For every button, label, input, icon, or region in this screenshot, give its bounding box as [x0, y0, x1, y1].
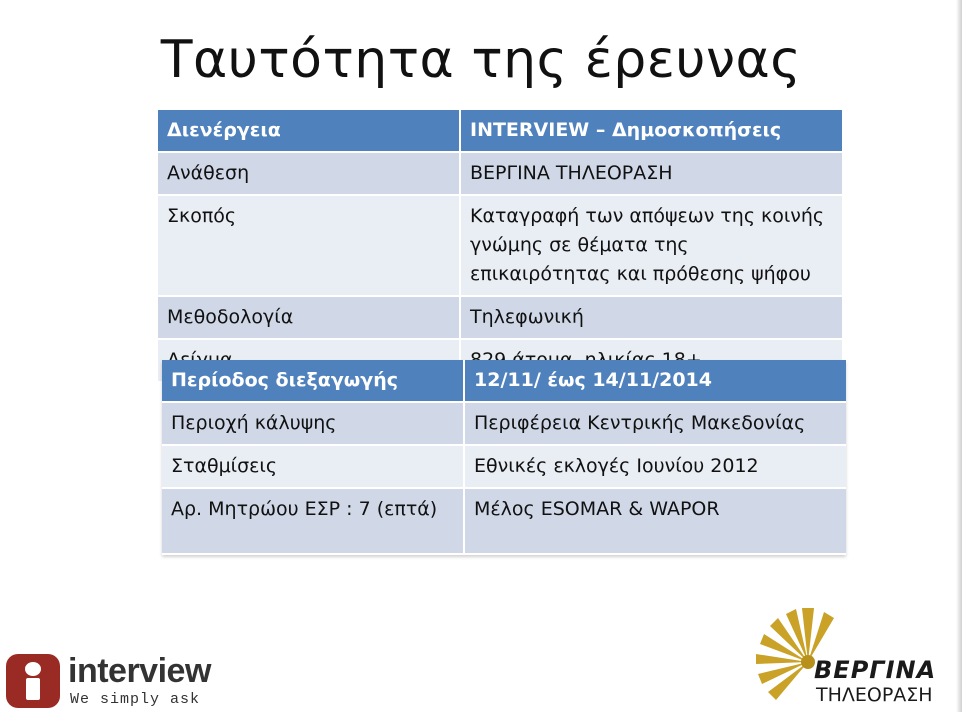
- info-i-icon: [6, 654, 60, 708]
- table-row: [162, 445, 846, 488]
- survey-info-table: [158, 110, 842, 383]
- table-row: [162, 402, 846, 445]
- table-row: [158, 296, 842, 339]
- table-row: [158, 110, 842, 152]
- row-value: Εθνικές εκλογές Ιουνίου 2012: [464, 445, 846, 488]
- interview-wordmark: interview: [68, 652, 211, 690]
- row-label: Περίοδος διεξαγωγής: [162, 360, 464, 402]
- table-row: [162, 360, 846, 402]
- vergina-logo: [748, 600, 958, 710]
- interview-tagline: We simply ask: [70, 691, 201, 708]
- value-line: επικαιρότητας και πρόθεσης ψήφου: [470, 263, 811, 285]
- row-label: Ανάθεση: [158, 152, 460, 195]
- vergina-wordmark: ΒΕΡΓΙΝΑ: [814, 656, 937, 684]
- row-label: Περιοχή κάλυψης: [162, 402, 464, 445]
- table-row: [158, 152, 842, 195]
- row-label: Σταθμίσεις: [162, 445, 464, 488]
- row-label: Μεθοδολογία: [158, 296, 460, 339]
- table-row: [162, 488, 846, 554]
- vergina-subtitle: ΤΗΛΕΟΡΑΣΗ: [816, 684, 933, 706]
- interview-logo: [6, 648, 216, 710]
- row-value: ΒΕΡΓΙΝΑ ΤΗΛΕΟΡΑΣΗ: [460, 152, 842, 195]
- value-line: γνώμης σε θέματα της: [470, 234, 689, 256]
- survey-details-table: [162, 360, 846, 555]
- row-value: Τηλεφωνική: [460, 296, 842, 339]
- row-label: Αρ. Μητρώου ΕΣΡ : 7 (επτά): [162, 488, 464, 554]
- value-line: Καταγραφή των απόψεων της κοινής: [470, 205, 825, 227]
- table-row: [158, 195, 842, 296]
- row-value: Περιφέρεια Κεντρικής Μακεδονίας: [464, 402, 846, 445]
- row-value: Μέλος ESOMAR & WAPOR: [464, 488, 846, 554]
- row-label: Σκοπός: [158, 195, 460, 296]
- row-value: [460, 195, 842, 296]
- row-label: Διενέργεια: [158, 110, 460, 152]
- page-title: Ταυτότητα της έρευνας: [160, 30, 802, 90]
- row-value: 12/11/ έως 14/11/2014: [464, 360, 846, 402]
- row-value: INTERVIEW – Δημοσκοπήσεις: [460, 110, 842, 152]
